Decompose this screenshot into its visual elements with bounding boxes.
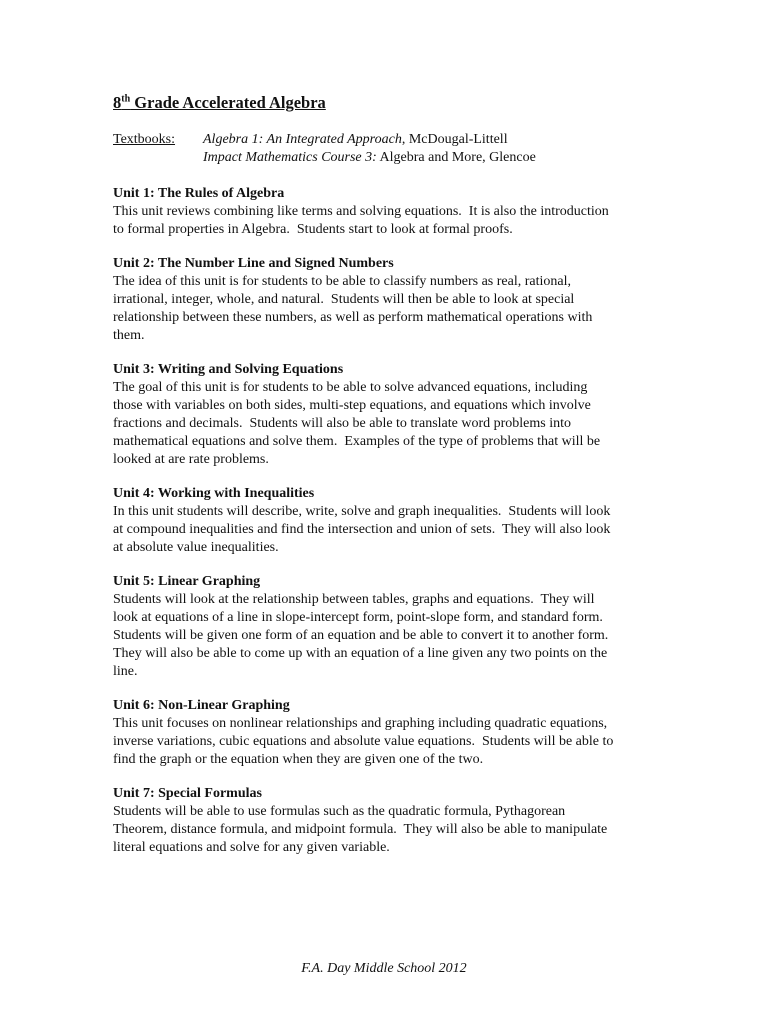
unit-title: Unit 4: Working with Inequalities <box>113 486 315 501</box>
unit-description-line: The goal of this unit is for students to be able to solve advanced equations, including <box>113 380 588 395</box>
page-footer: F.A. Day Middle School 2012 <box>301 961 467 976</box>
unit-description-line: Students will be able to use formulas such as the quadratic formula, Pythagorean <box>113 804 566 819</box>
unit-description-line: looked at are rate problems. <box>113 452 269 467</box>
unit-description-line: at absolute value inequalities. <box>113 540 279 555</box>
textbook-entry <box>203 149 536 167</box>
textbook-publisher: , McDougal-Littell <box>401 132 508 147</box>
unit-description-line: Theorem, distance formula, and midpoint formula. They will also be able to manipulate <box>113 822 608 837</box>
unit-block <box>113 185 658 239</box>
unit-description-line: literal equations and solve for any given variable. <box>113 840 390 855</box>
unit-description <box>113 715 658 769</box>
unit-description-line: mathematical equations and solve them. Examples of the type of problems that will be <box>113 434 601 449</box>
unit-description-line: line. <box>113 664 138 679</box>
unit-block <box>113 485 658 557</box>
unit-block <box>113 255 658 345</box>
unit-title: Unit 6: Non-Linear Graphing <box>113 698 290 713</box>
title-superscript: th <box>121 93 131 105</box>
unit-description-line: look at equations of a line in slope-intercept form, point-slope form, and standard form. <box>113 610 603 625</box>
unit-description-line: inverse variations, cubic equations and absolute value equations. Students will be able to <box>113 734 614 749</box>
unit-description-line: those with variables on both sides, multi-step equations, and equations which involve <box>113 398 591 413</box>
unit-description <box>113 203 658 239</box>
unit-title: Unit 1: The Rules of Algebra <box>113 186 285 201</box>
unit-block <box>113 573 658 681</box>
units-section <box>113 185 658 873</box>
unit-description-line: Students will be given one form of an equation and be able to convert it to another form. <box>113 628 609 643</box>
unit-description-line: This unit focuses on nonlinear relationships and graphing including quadratic equations, <box>113 716 608 731</box>
unit-block <box>113 785 658 857</box>
unit-description <box>113 379 658 469</box>
unit-title: Unit 3: Writing and Solving Equations <box>113 362 344 377</box>
textbook-title: Algebra 1: An Integrated Approach <box>203 132 402 147</box>
textbook-title: Impact Mathematics Course 3: <box>203 150 377 165</box>
unit-description-line: at compound inequalities and find the intersection and union of sets. They will also look <box>113 522 611 537</box>
unit-description <box>113 803 658 857</box>
unit-description-line: irrational, integer, whole, and natural. Students will then be able to look at special <box>113 292 575 307</box>
unit-title: Unit 5: Linear Graphing <box>113 574 261 589</box>
unit-description-line: relationship between these numbers, as well as perform mathematical operations with <box>113 310 593 325</box>
title-text: Grade Accelerated Algebra <box>130 93 326 112</box>
unit-description-line: find the graph or the equation when they are given one of the two. <box>113 752 484 767</box>
unit-description-line: This unit reviews combining like terms and solving equations. It is also the introduction <box>113 204 609 219</box>
unit-description <box>113 273 658 345</box>
textbooks-label: Textbooks: <box>113 132 176 147</box>
unit-description <box>113 591 658 681</box>
unit-description <box>113 503 658 557</box>
unit-description-line: fractions and decimals. Students will also be able to translate word problems into <box>113 416 572 431</box>
unit-description-line: In this unit students will describe, write, solve and graph inequalities. Students will look <box>113 504 611 519</box>
unit-title: Unit 7: Special Formulas <box>113 786 262 801</box>
document-title <box>113 93 326 113</box>
unit-description-line: to formal properties in Algebra. Students start to look at formal proofs. <box>113 222 513 237</box>
textbook-publisher: Algebra and More, Glencoe <box>376 150 536 165</box>
title-grade-number: 8 <box>113 93 122 112</box>
unit-description-line: They will also be able to come up with an equation of a line given any two points on the <box>113 646 608 661</box>
unit-description-line: Students will look at the relationship between tables, graphs and equations. They will <box>113 592 595 607</box>
textbook-entry <box>203 131 508 149</box>
unit-title: Unit 2: The Number Line and Signed Numbers <box>113 256 394 271</box>
unit-block <box>113 697 658 769</box>
unit-description-line: them. <box>113 328 145 343</box>
unit-block <box>113 361 658 469</box>
unit-description-line: The idea of this unit is for students to be able to classify numbers as real, rational, <box>113 274 571 289</box>
